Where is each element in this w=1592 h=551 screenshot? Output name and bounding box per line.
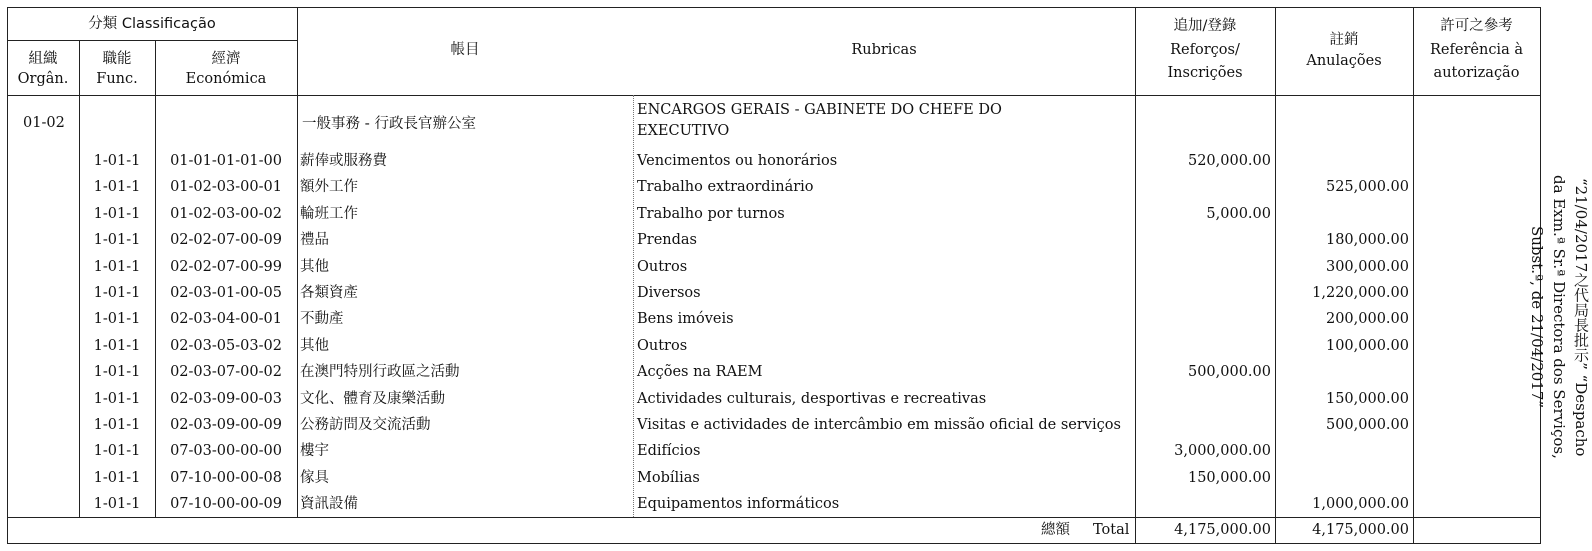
row-func: 1-01-1 — [93, 259, 141, 275]
row-rubric-pt: Outros — [637, 338, 688, 354]
section-rubric-pt-line1: ENCARGOS GERAIS - GABINETE DO CHEFE DO — [637, 102, 1002, 118]
col-sep-rubric-dotted — [633, 95, 634, 517]
row-func: 1-01-1 — [93, 338, 141, 354]
row-rubric-zh: 輪班工作 — [300, 206, 358, 222]
row-reforcos: 3,000,000.00 — [1174, 443, 1271, 459]
row-rubric-zh: 禮品 — [300, 232, 329, 248]
total-label-zh: 總額 — [1041, 522, 1070, 538]
header-referencia-pt1: Referência à — [1430, 42, 1523, 58]
row-econ: 02-03-09-00-03 — [170, 391, 282, 407]
row-func: 1-01-1 — [93, 232, 141, 248]
row-rubric-zh: 資訊設備 — [300, 496, 358, 512]
header-organ-zh: 組織 — [28, 51, 58, 67]
row-anulacoes: 150,000.00 — [1325, 391, 1409, 407]
header-rubric-pt: Rubricas — [851, 42, 917, 58]
header-econ-pt: Económica — [185, 71, 267, 87]
total-label-pt: Total — [1093, 522, 1130, 538]
row-func: 1-01-1 — [93, 391, 141, 407]
header-reforcos-pt1: Reforços/ — [1170, 42, 1240, 58]
row-reforcos: 5,000.00 — [1206, 206, 1271, 222]
row-rubric-zh: 薪俸或服務費 — [300, 153, 387, 169]
budget-table — [7, 7, 1590, 543]
header-econ-zh: 經濟 — [211, 51, 241, 67]
header-anulacoes-pt: Anulações — [1306, 53, 1382, 69]
section-organ: 01-02 — [23, 115, 65, 131]
row-econ: 02-03-01-00-05 — [170, 285, 282, 301]
row-econ: 02-03-07-00-02 — [170, 364, 282, 380]
section-rubric-zh: 一般事務 - 行政長官辦公室 — [302, 116, 476, 132]
header-rubric-zh: 帳目 — [450, 42, 480, 58]
col-sep-rubric-pt — [1135, 7, 1136, 544]
row-econ: 02-03-09-00-09 — [170, 417, 282, 433]
row-func: 1-01-1 — [93, 206, 141, 222]
row-rubric-pt: Actividades culturais, desportivas e recreativas — [637, 391, 987, 407]
header-reforcos-pt2: Inscrições — [1167, 65, 1243, 81]
row-rubric-pt: Equipamentos informáticos — [637, 496, 840, 512]
row-anulacoes: 200,000.00 — [1325, 311, 1409, 327]
row-econ: 02-03-04-00-01 — [170, 311, 282, 327]
row-rubric-zh: 在澳門特別行政區之活動 — [300, 364, 460, 380]
row-rubric-pt: Acções na RAEM — [637, 364, 763, 380]
row-rubric-zh: 不動產 — [300, 311, 344, 327]
row-func: 1-01-1 — [93, 417, 141, 433]
row-anulacoes: 1,000,000.00 — [1312, 496, 1409, 512]
border-bottom — [7, 543, 1540, 544]
total-reforcos: 4,175,000.00 — [1174, 522, 1271, 538]
row-rubric-zh: 傢具 — [300, 470, 329, 486]
row-anulacoes: 180,000.00 — [1325, 232, 1409, 248]
row-econ: 01-02-03-00-02 — [170, 206, 282, 222]
header-func-zh: 職能 — [102, 51, 132, 67]
row-func: 1-01-1 — [93, 364, 141, 380]
row-econ: 01-02-03-00-01 — [170, 179, 282, 195]
total-top-line — [7, 517, 1540, 518]
row-func: 1-01-1 — [93, 470, 141, 486]
row-rubric-zh: 文化、體育及康樂活動 — [300, 391, 445, 407]
row-anulacoes: 100,000.00 — [1325, 338, 1409, 354]
header-bottom-line — [7, 95, 1540, 96]
total-anulacoes: 4,175,000.00 — [1312, 522, 1409, 538]
row-econ: 02-03-05-03-02 — [170, 338, 282, 354]
row-rubric-pt: Edifícios — [637, 443, 701, 459]
row-rubric-zh: 其他 — [300, 259, 329, 275]
row-rubric-pt: Mobílias — [637, 470, 700, 486]
authorization-reference: “21/04/2017之代局長批示” “Despacho da Exm.ª Sr.ª Directora dos Serviços, Subst.ª, de 21/04/2017” — [1528, 175, 1590, 459]
row-rubric-pt: Prendas — [637, 232, 697, 248]
row-func: 1-01-1 — [93, 285, 141, 301]
row-rubric-zh: 各類資產 — [300, 285, 358, 301]
row-rubric-pt: Trabalho extraordinário — [637, 179, 814, 195]
header-organ-pt: Orgân. — [17, 71, 69, 87]
header-anulacoes-zh: 註銷 — [1329, 32, 1359, 48]
row-rubric-zh: 額外工作 — [300, 179, 358, 195]
row-func: 1-01-1 — [93, 443, 141, 459]
row-rubric-zh: 樓宇 — [300, 443, 329, 459]
row-econ: 07-03-00-00-00 — [170, 443, 282, 459]
row-reforcos: 520,000.00 — [1187, 153, 1271, 169]
row-anulacoes: 525,000.00 — [1325, 179, 1409, 195]
header-classification: 分類 Classificação — [88, 16, 216, 32]
row-func: 1-01-1 — [93, 311, 141, 327]
row-rubric-pt: Trabalho por turnos — [637, 206, 785, 222]
row-rubric-pt: Bens imóveis — [637, 311, 734, 327]
row-func: 1-01-1 — [93, 153, 141, 169]
row-rubric-pt: Vencimentos ou honorários — [637, 153, 838, 169]
row-rubric-zh: 公務訪問及交流活動 — [300, 417, 431, 433]
section-rubric-pt-line2: EXECUTIVO — [637, 123, 730, 139]
row-econ: 01-01-01-01-00 — [170, 153, 282, 169]
row-econ: 02-02-07-00-09 — [170, 232, 282, 248]
row-func: 1-01-1 — [93, 179, 141, 195]
header-referencia-pt2: autorização — [1433, 65, 1520, 81]
row-rubric-zh: 其他 — [300, 338, 329, 354]
header-func-pt: Func. — [96, 71, 138, 87]
row-econ: 02-02-07-00-99 — [170, 259, 282, 275]
row-reforcos: 500,000.00 — [1187, 364, 1271, 380]
row-anulacoes: 1,220,000.00 — [1312, 285, 1409, 301]
row-rubric-pt: Visitas e actividades de intercâmbio em missão oficial de serviços — [637, 417, 1121, 433]
header-referencia-zh: 許可之參考 — [1440, 18, 1513, 34]
row-rubric-pt: Outros — [637, 259, 688, 275]
row-rubric-pt: Diversos — [637, 285, 701, 301]
row-econ: 07-10-00-00-08 — [170, 470, 282, 486]
border-top — [7, 7, 1540, 8]
col-sep-econ — [297, 7, 298, 517]
row-anulacoes: 300,000.00 — [1325, 259, 1409, 275]
row-anulacoes: 500,000.00 — [1325, 417, 1409, 433]
header-reforcos-zh: 追加/登錄 — [1173, 18, 1237, 34]
class-header-underline — [7, 40, 297, 41]
row-func: 1-01-1 — [93, 496, 141, 512]
col-sep-anulacoes — [1413, 7, 1414, 544]
row-reforcos: 150,000.00 — [1187, 470, 1271, 486]
row-econ: 07-10-00-00-09 — [170, 496, 282, 512]
